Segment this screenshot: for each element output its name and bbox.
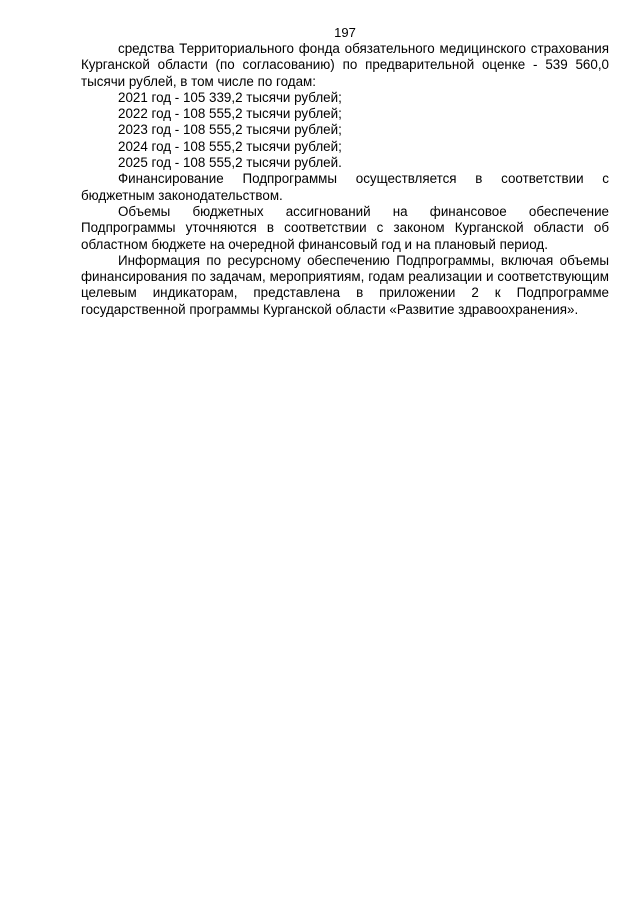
- paragraph-intro: средства Территориального фонда обязательного медицинского страхования Курганской области (по согласованию) по предварительной оценке - 539 560,0 тысячи рублей, в том числе по годам:: [81, 41, 609, 89]
- paragraph-information: Информация по ресурсному обеспечению Подпрограммы, включая объемы финансирования по задачам, мероприятиям, годам реализации и соответствующим целевым индикаторам, представлена в приложении 2 к Подпрограмме государственной программы Курганской области «Развитие здравоохранения».: [81, 252, 609, 317]
- paragraph-financing: Финансирование Подпрограммы осуществляется в соответствии с бюджетным законодательством.: [81, 171, 609, 203]
- paragraph-volumes: Объемы бюджетных ассигнований на финансовое обеспечение Подпрограммы уточняются в соответствии с законом Курганской области об областном бюджете на очередной финансовый год и на плановый период.: [81, 203, 609, 252]
- year-line-2022: 2022 год - 108 555,2 тысячи рублей;: [118, 106, 342, 122]
- year-line-2021: 2021 год - 105 339,2 тысячи рублей;: [118, 89, 342, 105]
- page-number: 197: [334, 25, 356, 40]
- document-body: [81, 41, 609, 318]
- year-line-2025: 2025 год - 108 555,2 тысячи рублей.: [118, 155, 342, 171]
- year-line-2024: 2024 год - 108 555,2 тысячи рублей;: [118, 138, 342, 154]
- year-line-2023: 2023 год - 108 555,2 тысячи рублей;: [118, 122, 342, 138]
